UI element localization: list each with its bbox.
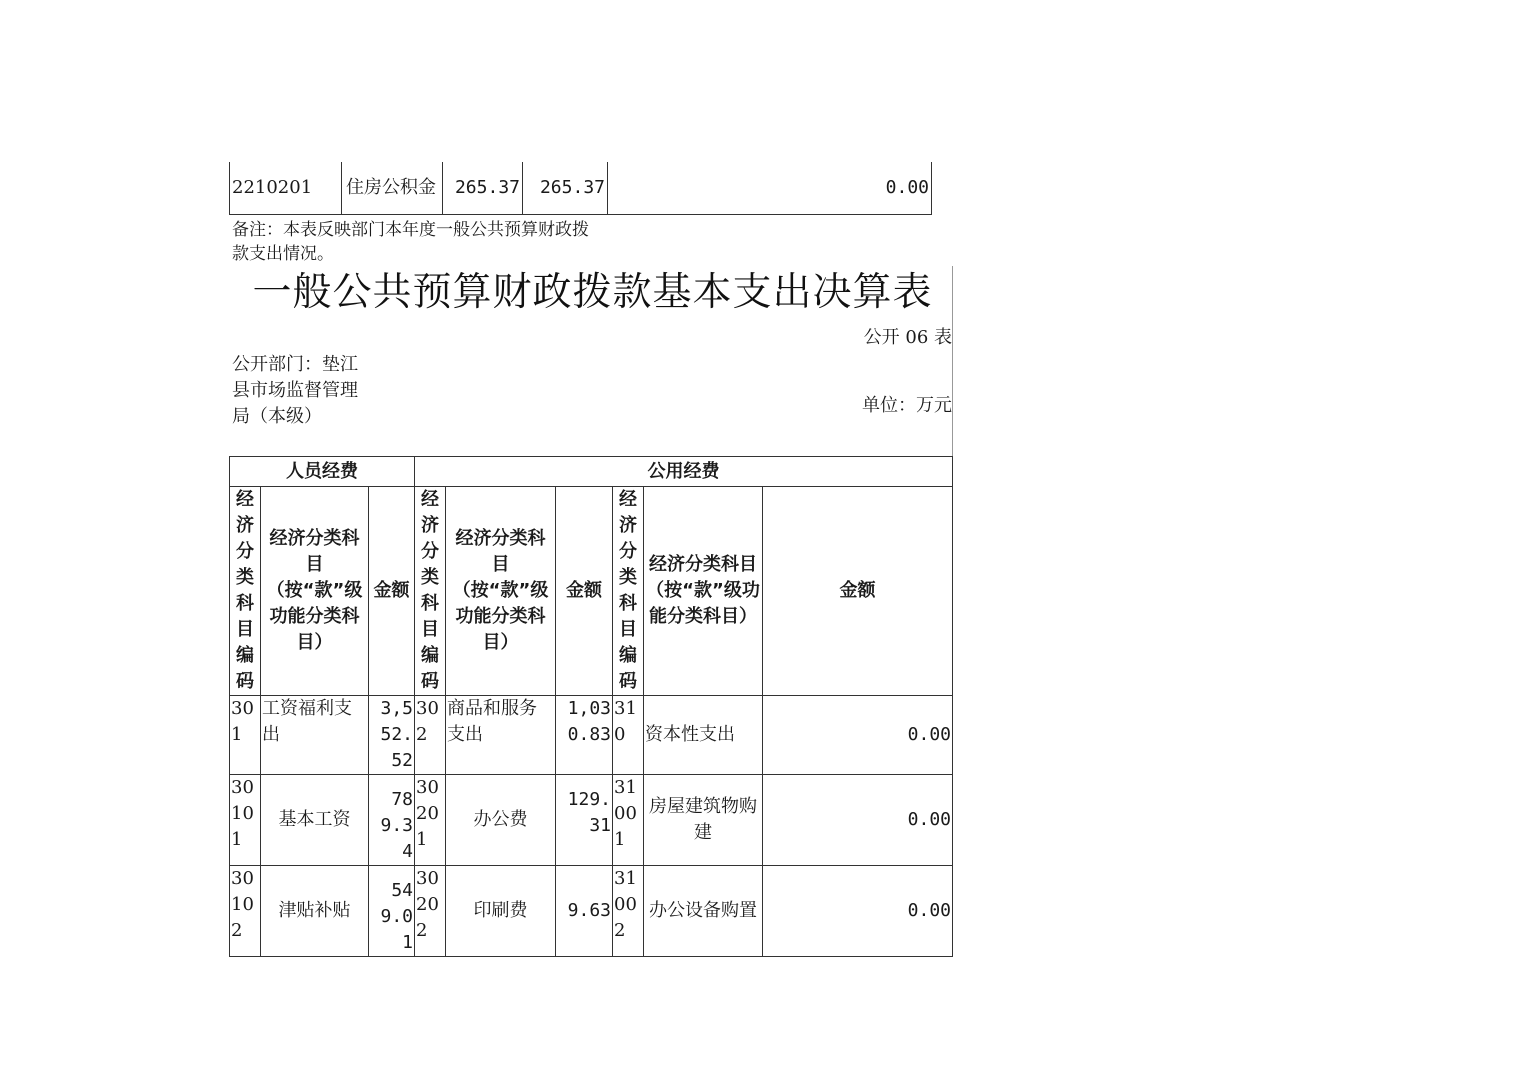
capital-amount: 0.00 [763, 696, 953, 775]
personnel-code: 30101 [230, 775, 261, 866]
capital-code: 31001 [613, 775, 644, 866]
previous-table-fragment [229, 162, 932, 215]
form-number: 公开 06 表 [863, 327, 952, 348]
col-header-amount: 金额 [556, 487, 613, 696]
column-header-row [230, 487, 953, 696]
header-personnel: 人员经费 [230, 457, 415, 487]
capital-name: 办公设备购置 [644, 866, 763, 957]
col-header-name: 经济分类科目（按“款”级功能分类科目） [644, 487, 763, 696]
personnel-amount: 789.34 [369, 775, 415, 866]
personnel-name: 津贴补贴 [261, 866, 369, 957]
col-header-code: 经济分类科目编码 [613, 487, 644, 696]
unit-label: 单位：万元 [862, 395, 952, 416]
col-header-amount: 金额 [763, 487, 953, 696]
capital-amount: 0.00 [763, 866, 953, 957]
goods-name: 印刷费 [446, 866, 556, 957]
col-header-code: 经济分类科目编码 [415, 487, 446, 696]
table-row [230, 162, 932, 215]
capital-name: 房屋建筑物购建 [644, 775, 763, 866]
goods-name: 商品和服务支出 [446, 696, 556, 775]
personnel-name: 基本工资 [261, 775, 369, 866]
department-label: 公开部门：垫江县市场监督管理局（本级） [232, 354, 358, 427]
goods-amount: 9.63 [556, 866, 613, 957]
table-row [230, 696, 953, 775]
group-header-row [230, 457, 953, 487]
personnel-name: 工资福利支出 [261, 696, 369, 775]
goods-name: 办公费 [446, 775, 556, 866]
personnel-amount: 3,552.52 [369, 696, 415, 775]
col-header-name: 经济分类科目（按“款”级功能分类科目） [446, 487, 556, 696]
goods-amount: 1,030.83 [556, 696, 613, 775]
capital-code: 310 [613, 696, 644, 775]
table-row [230, 775, 953, 866]
prev-code-cell: 2210201 [230, 162, 342, 215]
goods-code: 302 [415, 696, 446, 775]
goods-code: 30202 [415, 866, 446, 957]
prev-amount-2-cell: 265.37 [523, 162, 608, 215]
col-header-name: 经济分类科目（按“款”级功能分类科目） [261, 487, 369, 696]
goods-amount: 129.31 [556, 775, 613, 866]
expenditure-table [229, 456, 953, 957]
goods-code: 30201 [415, 775, 446, 866]
capital-name: 资本性支出 [644, 696, 763, 775]
col-header-code: 经济分类科目编码 [230, 487, 261, 696]
table-note: 备注：本表反映部门本年度一般公共预算财政拨款支出情况。 [232, 220, 589, 264]
personnel-amount: 549.01 [369, 866, 415, 957]
page-title: 一般公共预算财政拨款基本支出决算表 [252, 270, 933, 315]
col-header-amount: 金额 [369, 487, 415, 696]
table-row [230, 866, 953, 957]
personnel-code: 301 [230, 696, 261, 775]
header-public: 公用经费 [415, 457, 953, 487]
personnel-code: 30102 [230, 866, 261, 957]
capital-amount: 0.00 [763, 775, 953, 866]
prev-amount-1-cell: 265.37 [443, 162, 523, 215]
page-frame-line [952, 266, 953, 456]
prev-amount-3-cell: 0.00 [608, 162, 932, 215]
capital-code: 31002 [613, 866, 644, 957]
prev-name-cell: 住房公积金 [342, 162, 443, 215]
